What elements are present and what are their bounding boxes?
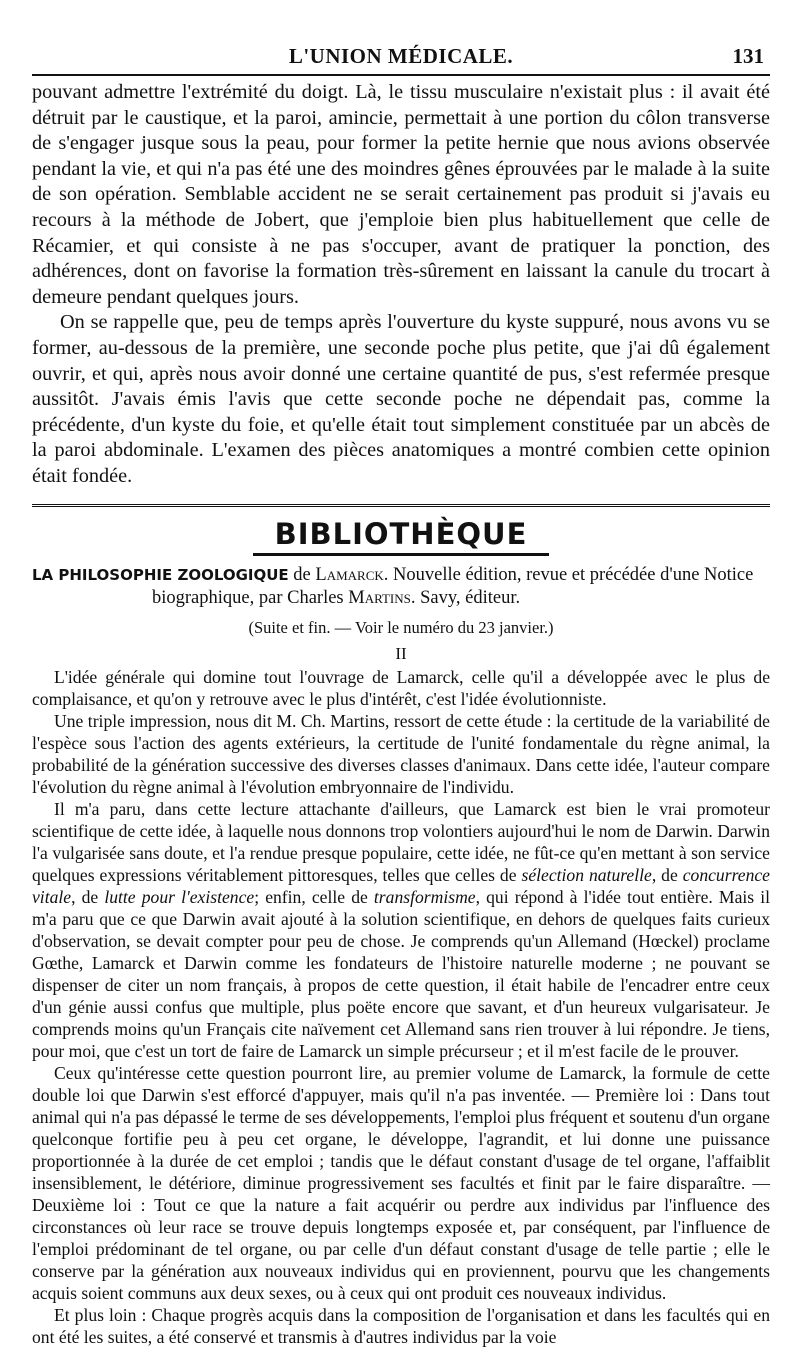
- italic-term: concurrence vitale: [32, 864, 770, 907]
- book-author: Lamarck: [315, 564, 384, 585]
- review-paragraph: [32, 798, 770, 1062]
- book-description: . Nouvelle édition, revue et précédée d'une Notice: [383, 564, 754, 585]
- book-title: LA PHILOSOPHIE ZOOLOGIQUE: [32, 565, 289, 584]
- review-paragraph: Une triple impression, nous dit M. Ch. Martins, ressort de cette étude : la certitude de la variabilité de l'espèce sous l'action des agents extérieurs, la certitude de l'unité fondamentale du règne animal, la probabilité de la génération successive des diverses classes d'animaux. Dans cette idée, l'auteur compare l'évolution du règne animal à l'évolution embryonnaire de l'individu.: [32, 710, 770, 797]
- review-paragraph: L'idée générale qui domine tout l'ouvrage de Lamarck, celle qu'il a développée avec le plus de complaisance, et qu'on y retrouve avec le plus d'intérêt, c'est l'idée évolutionniste.: [32, 666, 770, 709]
- page-header: [32, 44, 770, 74]
- text-run: ; enfin, celle de: [254, 886, 374, 907]
- page-number: 131: [732, 44, 764, 68]
- text-run: , de: [71, 886, 105, 907]
- book-by: de: [293, 564, 311, 585]
- section-divider: [32, 504, 770, 507]
- running-title: L'UNION MÉDICALE.: [288, 44, 514, 68]
- text-run: , de: [651, 864, 683, 885]
- book-description-2: biographique, par Charles: [152, 587, 344, 608]
- section-heading: BIBLIOTHÈQUE: [253, 517, 550, 556]
- article-continuation: [32, 80, 770, 490]
- italic-term: lutte pour l'existence: [104, 886, 255, 907]
- header-rule: [32, 74, 770, 76]
- continuation-paragraph: On se rappelle que, peu de temps après l'ouverture du kyste suppuré, nous avons vu se former, au-dessous de la première, une seconde poche plus petite, que j'ai dû également ouvrir, et qui, après nous avoir donné une certaine quantité de pus, s'est refermée presque aussitôt. J'avais émis l'avis que cette seconde poche ne dépendait pas, comme la précédente, d'un kyste du foie, et qu'elle était tout simplement constituée par un abcès de la paroi abdominale. L'examen des pièces anatomiques a montré combien cette opinion était fondée.: [32, 311, 770, 487]
- review-body: [32, 666, 770, 1348]
- italic-term: transformisme: [373, 886, 476, 907]
- book-editor: Martins: [348, 587, 411, 608]
- text-run: , qui répond à l'idée tout entière. Mais il m'a paru que ce que Darwin avait ajouté à la solution scientifique, en dehors de quelques faits curieux d'observation, se devait compter pour peu de chose. Je comprends qu'un Allemand (Hœckel) proclame Gœthe, Lamarck et Darwin comme les fondateurs de l'histoire naturelle moderne ; ne pouvant se dispenser de citer un nom français, à propos de cette question, il était habile de l'encadrer entre ceux d'un génie aussi confus que multiple, plus poëte encore que savant, et d'un heureux vulgarisateur. Je comprends moins qu'un Français cite naïvement cet Allemand sans rien trouver à lui répondre. Je tiens, pour moi, que c'est un tort de faire de Lamarck un simple précurseur ; et il m'est facile de le prouver.: [32, 886, 771, 1061]
- section-number: II: [395, 643, 407, 663]
- continuation-paragraph: pouvant admettre l'extrémité du doigt. Là, le tissu musculaire n'existait plus : il avait été détruit par le caustique, et la paroi, amincie, permettait à une portion du côlon transverse de s'engager jusque sous la peau, pour former la petite hernie que nous avions observée pendant la vie, et qui n'a pas été une des moindres gênes éprouvées par le malade à la suite de son opération. Semblable accident ne se serait certainement pas produit si j'avais eu recours à la méthode de Jobert, que j'emploie bien plus habituellement que celle de Récamier, et qui consiste à ne pas s'occuper, avant de pratiquer la ponction, des adhérences, dont on favorise la formation très-sûrement en laissant la canule du trocart à demeure pendant quelques jours.: [32, 81, 770, 308]
- continuation-note: (Suite et fin. — Voir le numéro du 23 janvier.): [248, 617, 554, 637]
- book-publisher: . Savy, éditeur.: [410, 587, 521, 608]
- book-reference-line2: [32, 587, 770, 610]
- book-reference: [32, 564, 770, 587]
- italic-term: sélection naturelle: [521, 864, 652, 885]
- review-paragraph: Ceux qu'intéresse cette question pourront lire, au premier volume de Lamarck, la formule de cette double loi que Darwin s'est efforcé d'appuyer, mais qu'il n'a pas inventée. — Première loi : Dans tout animal qui n'a pas dépassé le terme de ses développements, l'emploi plus fréquent et soutenu d'un organe quelconque fortifie peu à peu cet organe, le développe, l'agrandit, et lui donne une puissance proportionnée à la durée de cet emploi ; tandis que le défaut constant d'usage de tel organe, l'affaiblit insensiblement, le détériore, diminue progressivement ses facultés et finit par le faire disparaître. — Deuxième loi : Tout ce que la nature a fait acquérir ou perdre aux individus par l'influence des circonstances où leur race se trouve depuis longtemps exposée et, par conséquent, par l'influence de l'emploi prédominant de tel organe, ou par celle d'un défaut constant d'usage de telle partie ; elle le conserve par la génération aux nouveaux individus qui en proviennent, pourvu que les changements acquis soient communs aux deux sexes, ou à ceux qui ont produit ces nouveaux individus.: [32, 1062, 770, 1303]
- section-heading-wrap: [32, 517, 770, 556]
- text-run: Il m'a paru, dans cette lecture attachante d'ailleurs, que Lamarck est bien le vrai promoteur scientifique de cette idée, à laquelle nous donnons trop volontiers aujourd'hui le nom de Darwin. Darwin l'a vulgarisée sans doute, et l'a rendue presque populaire, cette idée, ne fût-ce qu'en mettant à son service quelques expressions véritablement pittoresques, telles que celles de: [32, 798, 770, 885]
- review-paragraph: Et plus loin : Chaque progrès acquis dans la composition de l'organisation et dans les facultés qui en ont été les suites, a été conservé et transmis à d'autres individus par la voie: [32, 1304, 770, 1347]
